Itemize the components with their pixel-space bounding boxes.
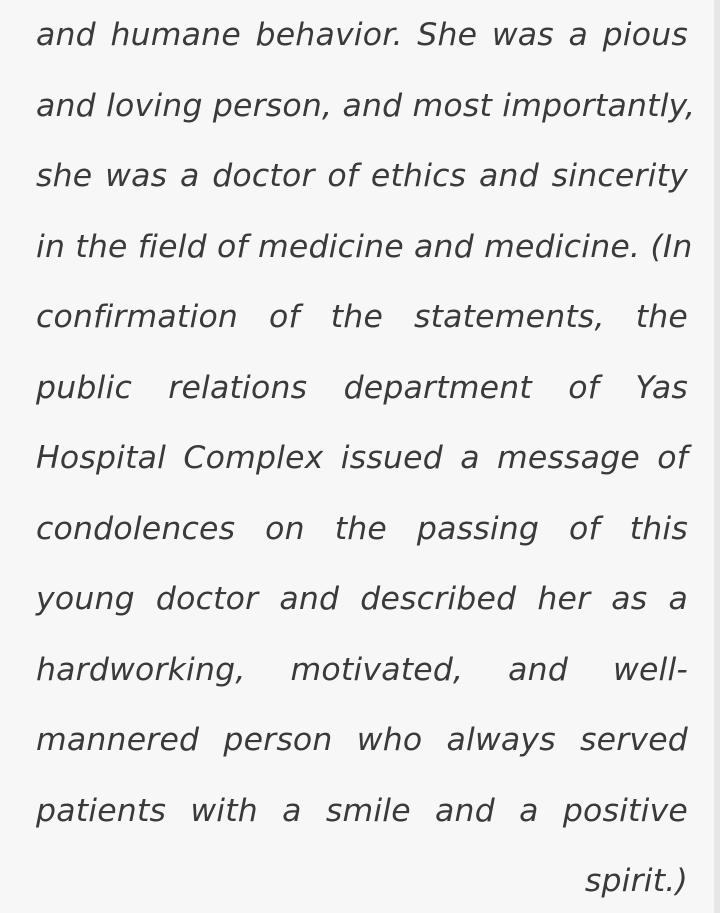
text-line: mannered person who always served [36, 722, 688, 758]
text-line: patients with a smile and a positive [36, 792, 688, 829]
text-line: Hospital Complex issued a message of [36, 440, 688, 476]
text-line: public relations department of Yas [36, 369, 688, 406]
text-line: in the field of medicine and medicine. (In [36, 228, 693, 265]
text-line: and loving person, and most importantly, [36, 87, 696, 124]
right-edge-divider [714, 0, 720, 913]
article-body [36, 6, 696, 913]
text-line: she was a doctor of ethics and sincerity [36, 158, 688, 194]
text-line: young doctor and described her as a [36, 581, 688, 617]
text-line: condolences on the passing of this [36, 510, 688, 547]
text-line: and humane behavior. She was a pious [36, 17, 688, 53]
text-line-last: spirit.) [584, 863, 688, 899]
text-line: hardworking, motivated, and well- [36, 651, 688, 688]
text-line: confirmation of the statements, the [36, 299, 688, 335]
